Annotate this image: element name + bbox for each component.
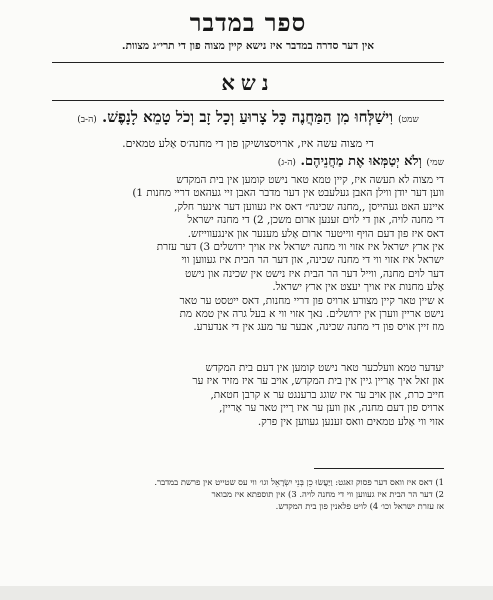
book-title: ספר במדבר	[189, 8, 307, 37]
footnotes	[52, 476, 444, 512]
paragraph-line: אזוי ווי אַלע טמאים וואס זענען געווען אין פרק.	[257, 415, 444, 428]
paragraph-line: דאס איז פון דעם הויף ווייטער ארום אַלע מענער און אינגעווייזש.	[187, 227, 444, 240]
footnote-divider	[314, 468, 444, 469]
paragraph-line: אַלע מחנות איז אויך יעצט אין ארץ ישראל.	[272, 281, 444, 294]
book-subtitle: אין דער סדרה במדבר איז נישא קיין מצוה פון די תרי״ג מצוות.	[121, 40, 375, 52]
paragraph-line: דער לוים מחנה, ווייל דער הר הבית איז נישט אין שכינה און נישט	[184, 267, 444, 280]
paragraph-line: יעדער טמא וועלכער טאר נישט קומען אין דעם בית המקדש	[205, 362, 444, 374]
paragraph-line: א שיין טאר קיין מצורע ארויס פון דריי מחנות, דאס ייטסט ער טאר	[179, 294, 444, 307]
page-content	[52, 0, 444, 600]
divider-top	[52, 62, 444, 63]
paragraph-line: ארויס פון דעם מחנה, און ווען ער איז רַיין טאר ער אַריין,	[219, 402, 444, 415]
verse-2	[52, 153, 444, 169]
paragraph-line: איינע האט געהייסן ,,מחנה שכינה״ דאס איז געווען דער אינער חלק,	[174, 200, 444, 213]
divider-parsha	[52, 100, 444, 101]
verse-2-marker: שמי)	[426, 158, 444, 168]
paragraph-line: אין ארץ ישראל איז אזוי ווי מחנה ישראל איז אויך ירושלים 3) דער עזרת	[156, 241, 444, 254]
paragraph-1	[52, 174, 444, 335]
paragraph-line: ווען דער יודן ווילן האבן געלעבט אין דער מדבר האבן זיי געהאט דריי מחנות 1)	[132, 187, 444, 200]
paragraph-line: און זאל איך אַריין גיין אין בית המקדש, אויב ער איז מזיד איז ער	[192, 375, 444, 388]
verse-2-text: וְלֹא יְטַמְּאוּ אֶת מַחֲנֵיהֶם.	[300, 154, 422, 169]
paragraph-line: מוז זיין אויס פון די מחנה שכינה, אבער ער מעג אין די אנדערע.	[193, 321, 444, 334]
paragraph-line: די מצוה לא תעשה איז, קיין טמא טאר נישט קומען אין בית המקדש	[176, 174, 444, 186]
footnote-line: 1) דאס איז וואס דער פסוק זאגט: וַיַּעֲשׂוּ כֵן בְּנֵי יִשְׂרָאֵל וגו׳ ווי עס שטייט אין פרשת במדבר.	[154, 477, 444, 487]
page-edge	[0, 586, 493, 600]
paragraph-line: די מחנה לויה, און די לוים זענען ארום משכן, 2) די מחנה ישראל	[187, 214, 444, 227]
footnote-line: 2) דער הר הבית איז געווען ווי די מחנה לויה. 3) אין תוספתא איז מבואר	[211, 489, 444, 499]
paragraph-line: חייב כרת, און אויב ער איז שוגג ברענגט ער א קרבן חטאת,	[210, 388, 444, 401]
paragraph-2	[52, 362, 444, 429]
verse-1-text: וִישַׁלְּחוּ מִן הַמַּחֲנֶה כָּל צָרוּעַ וְכָל זָב וְכֹל טָמֵא לָנָפֶשׁ.	[102, 108, 393, 126]
verse-2-ref: (ה-ג)	[277, 158, 296, 168]
verse-1	[52, 108, 444, 127]
intro-line: די מצוה עשה איז, ארויסצושיקן פון די מחנה׳ס אַלע טמאים.	[122, 137, 374, 150]
paragraph-line: נישט אריין ווערן אין ירושלים. נאך אזוי ווי א בעל גרה אין טמא מת	[179, 308, 444, 321]
paragraph-line: ישראל איז אזוי ווי די מחנה שכינה, און דער הר הבית איז געווען ווי	[181, 254, 444, 267]
footnote-line: אז עזרת ישראל וכו׳ 4) לויט פלאנין פון בית המקדש.	[275, 501, 444, 511]
verse-1-ref: (ה-ב)	[77, 115, 97, 125]
verse-1-marker: שמט)	[398, 115, 419, 125]
parsha-heading: נשא	[221, 70, 275, 95]
